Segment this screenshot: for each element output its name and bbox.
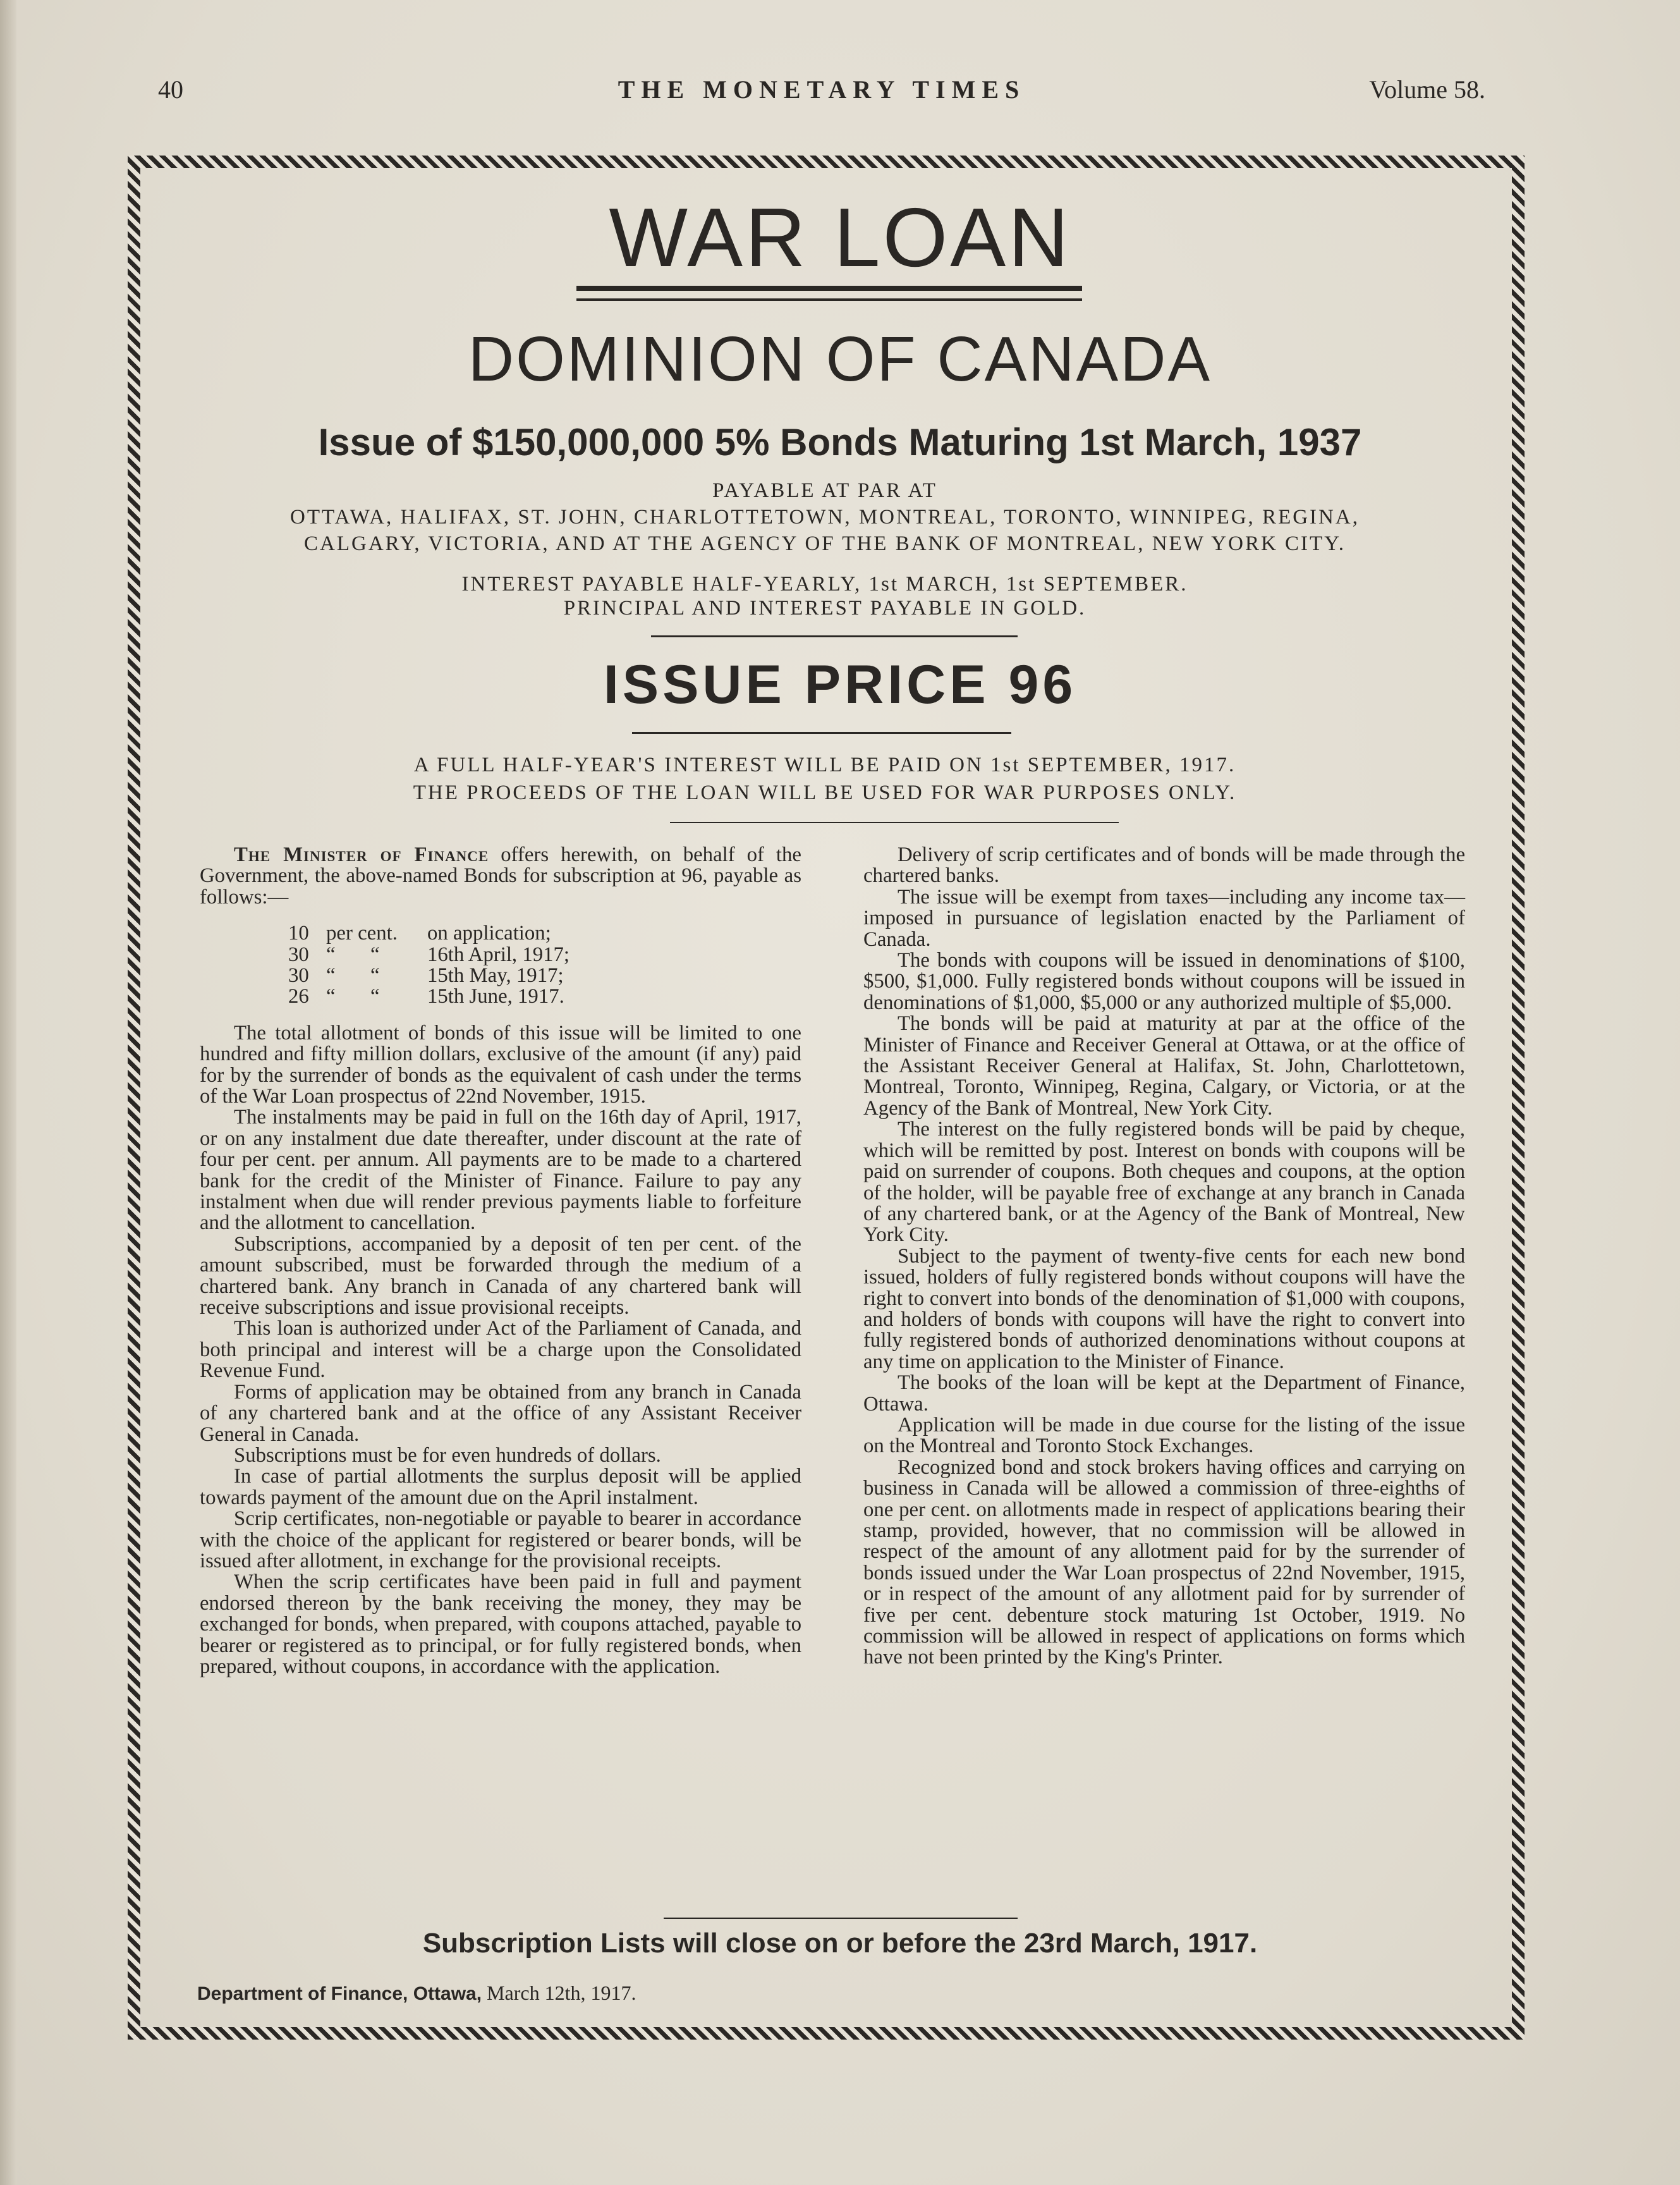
body-paragraph: Subscriptions must be for even hundreds of dollars. [234,1443,661,1467]
payable-line: PAYABLE AT PAR AT [712,479,937,502]
schedule-ditto: “ [326,943,336,966]
body-paragraph: Subject to the payment of twenty-five cents for each new bond issued, holders of fully registered bonds without coupons will have the right to convert into bonds of the denomination of $1,000 with coupons, and holders of bonds with coupons will have the right to convert into fully registered bonds of authorized denominations without coupons at any time on application to the Minister of Finance. [863,1244,1465,1373]
schedule-percent: 10 [288,922,309,945]
schedule-date: on application; [427,922,551,945]
closing-notice: Subscription Lists will close on or before the 23rd March, 1917. [422,1928,1258,1959]
issue-price: ISSUE PRICE 96 [603,654,1077,715]
divider-rule [632,732,1011,734]
schedule-date: 15th May, 1917; [427,964,564,987]
body-paragraph: The books of the loan will be kept at the Department of Finance, Ottawa. [863,1371,1465,1416]
right-column [863,845,1465,1668]
body-paragraph: Application will be made in due course for the listing of the issue on the Montreal and Toronto Stock Exchanges. [863,1413,1465,1458]
body-paragraph: When the scrip certificates have been paid in full and payment endorsed thereon by the bank receiving the money, they may be exchanged for bonds, when prepared, with coupons attached, payable to bearer or registered as to principal, or for fully registered bonds, when prepared, without coupons, in accordance with the application. [200,1570,801,1678]
body-paragraph: This loan is authorized under Act of the Parliament of Canada, and both principal and interest will be a charge upon the Consolidated Revenue Fund. [200,1317,801,1383]
title-rule [576,286,1082,301]
divider-rule [670,822,1119,823]
body-paragraph: The total allotment of bonds of this issue will be limited to one hundred and fifty million dollars, exclusive of the amount (if any) paid for by the surrender of bonds as the equivalent of cash under the terms of the War Loan prospectus of 22nd November, 1915. [200,1021,801,1108]
schedule-ditto: “ [326,964,336,987]
divider-rule [664,1918,1018,1919]
divider-rule [651,635,1018,637]
schedule-date: 15th June, 1917. [427,985,564,1008]
schedule-row [288,965,801,986]
schedule-ditto: “ [370,985,380,1008]
page-number: 40 [158,75,183,104]
body-paragraph: In case of partial allotments the surplus deposit will be applied towards payment of the amount due on the April instalment. [200,1465,801,1509]
intro-paragraph [200,845,801,908]
body-paragraph: The bonds with coupons will be issued in denominations of $100, $500, $1,000. Fully registered bonds without coupons will be issued in denominations of $1,000, $5,000 or any authorized multiple of $5,000. [863,949,1465,1014]
advert-title: WAR LOAN [609,191,1071,284]
minister-lead: The Minister of Finance [234,843,489,866]
advert-subtitle: DOMINION OF CANADA [468,324,1212,395]
payment-schedule [288,923,801,1008]
schedule-row [288,986,801,1007]
schedule-ditto: “ [370,964,380,987]
body-paragraph: The bonds will be paid at maturity at par at the office of the Minister of Finance and Receiver General at Ottawa, or at the office of the Assistant Receiver General at Halifax, St. John, Charlottetown, Montreal, Toronto, Winnipeg, Regina, Calgary, or Victoria, or at the Agency of the Bank of Montreal, New York City. [863,1012,1465,1120]
body-paragraph: Recognized bond and stock brokers having offices and carrying on business in Canada will be allowed a commission of three-eighths of one per cent. on allotments made in respect of applications bearing their stamp, provided, however, that no commission will be allowed in respect of the amount of any allotment paid for by the surrender of bonds issued under the War Loan prospectus of 22nd November, 1915, or in respect of the amount of any allotment paid for by surrender of five per cent. debenture stock maturing 1st October, 1919. No commission will be allowed in respect of applications on forms which have not been printed by the King's Printer. [863,1455,1465,1669]
body-paragraph: Delivery of scrip certificates and of bonds will be made through the chartered banks. [863,843,1465,888]
schedule-ditto: “ [326,985,336,1008]
body-paragraph: Subscriptions, accompanied by a deposit of ten per cent. of the amount subscribed, must be forwarded through the medium of a chartered bank. Any branch in Canada of any chartered bank will receive subscriptions and issue provisional receipts. [200,1232,801,1319]
signoff [197,1983,636,2004]
schedule-unit: per cent. [326,922,398,945]
interest-line: INTEREST PAYABLE HALF-YEARLY, 1st MARCH, 1st SEPTEMBER. [461,573,1188,596]
body-paragraph: The issue will be exempt from taxes—including any income tax—imposed in pursuance of legislation enacted by the Parliament of Canada. [863,885,1465,951]
body-paragraph: Scrip certificates, non-negotiable or payable to bearer in accordance with the choice of the applicant for registered or bearer bonds, will be issued after allotment, in exchange for the provisional receipts. [200,1507,801,1572]
notice-line: A FULL HALF-YEAR'S INTEREST WILL BE PAID ON 1st SEPTEMBER, 1917. [413,754,1236,776]
payable-line: OTTAWA, HALIFAX, ST. JOHN, CHARLOTTETOWN, MONTREAL, TORONTO, WINNIPEG, REGINA, [290,506,1360,529]
body-paragraph: The interest on the fully registered bonds will be paid by cheque, which will be remitted by post. Interest on bonds with coupons will be paid on surrender of coupons. Both cheques and coupons, at the option of the holder, will be payable free of exchange at any branch in Canada of any chartered bank, or at the Agency of the Bank of Montreal, New York City. [863,1118,1465,1247]
issue-line: Issue of $150,000,000 5% Bonds Maturing 1st March, 1937 [318,421,1362,463]
schedule-ditto: “ [370,943,380,966]
schedule-row [288,923,801,944]
left-column [200,845,801,1677]
department-name: Department of Finance, Ottawa, [197,1983,482,2004]
signoff-date: March 12th, 1917. [482,1981,636,2004]
body-paragraph: The instalments may be paid in full on the 16th day of April, 1917, or on any instalment due date thereafter, under discount at the rate of four per cent. per annum. All payments are to be made to a chartered bank for the credit of the Minister of Finance. Failure to pay any instalment when due will render previous payments liable to forfeiture and the allotment to cancellation. [200,1106,801,1235]
intro-text: offers herewith, on behalf of the Government, the above-named Bonds for subscription at 96, payable as follows:— [200,843,801,909]
schedule-row [288,945,801,965]
journal-title: THE MONETARY TIMES [618,75,1026,104]
running-head [158,75,1485,113]
schedule-percent: 26 [288,985,309,1008]
payable-line: CALGARY, VICTORIA, AND AT THE AGENCY OF THE BANK OF MONTREAL, NEW YORK CITY. [303,532,1346,555]
schedule-date: 16th April, 1917; [427,943,570,966]
body-paragraph: Forms of application may be obtained from any branch in Canada of any chartered bank and at the office of any Assistant Receiver General in Canada. [200,1380,801,1446]
interest-line: PRINCIPAL AND INTEREST PAYABLE IN GOLD. [563,597,1087,620]
schedule-percent: 30 [288,964,309,987]
volume-label: Volume 58. [1369,75,1485,104]
notice-line: THE PROCEEDS OF THE LOAN WILL BE USED FOR WAR PURPOSES ONLY. [413,781,1237,804]
schedule-percent: 30 [288,943,309,966]
